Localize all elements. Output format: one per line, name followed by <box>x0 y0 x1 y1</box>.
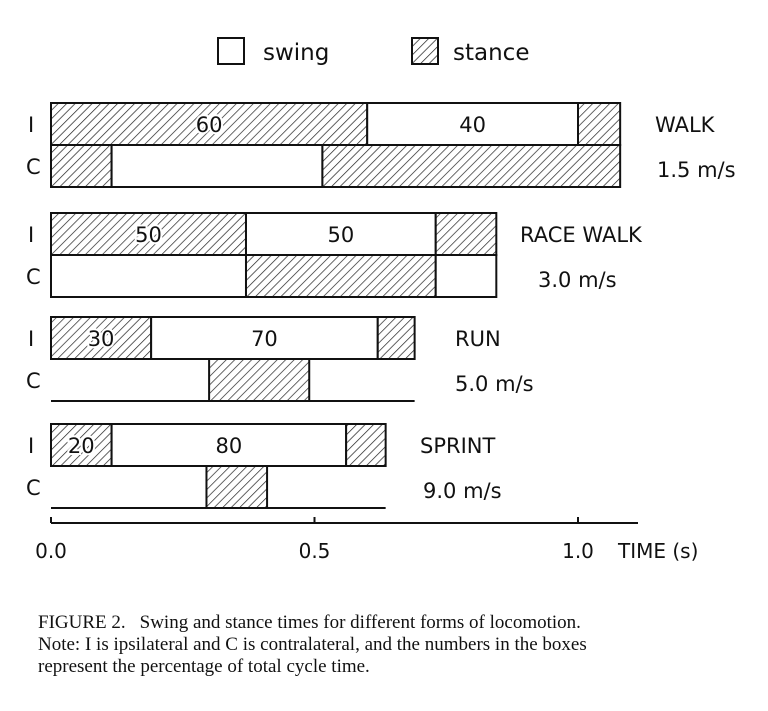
contralateral-swing-segment <box>51 255 246 297</box>
gait-name-label: RACE WALK <box>520 223 642 247</box>
percentage-label: 30 <box>87 327 115 351</box>
caption-heading: FIGURE 2. <box>38 612 126 633</box>
gait-speed-label: 9.0 m/s <box>423 479 502 503</box>
gait-row-run <box>26 317 534 401</box>
contralateral-swing-segment <box>112 145 323 187</box>
contralateral-stance-segment <box>51 145 112 187</box>
gait-speed-label: 5.0 m/s <box>455 372 534 396</box>
percentage-label: 50 <box>327 223 355 247</box>
contralateral-label: C <box>26 369 41 393</box>
ipsilateral-stance-segment <box>346 424 386 466</box>
gait-rows <box>26 103 736 508</box>
ipsilateral-stance-segment <box>578 103 620 145</box>
gait-speed-label: 3.0 m/s <box>538 268 617 292</box>
x-tick-label: 1.0 <box>562 539 594 563</box>
caption-line-3: represent the percentage of total cycle time. <box>38 656 370 677</box>
ipsilateral-stance-segment <box>378 317 415 359</box>
legend-swatch-swing <box>218 38 244 64</box>
gait-speed-label: 1.5 m/s <box>657 158 736 182</box>
figure-caption <box>38 612 750 678</box>
gait-row-race-walk <box>26 213 643 297</box>
contralateral-label: C <box>26 265 41 289</box>
gait-row-sprint <box>26 424 502 508</box>
ipsilateral-stance-segment <box>436 213 497 255</box>
contralateral-stance-segment <box>322 145 620 187</box>
gait-row-walk <box>26 103 736 187</box>
percentage-label: 20 <box>67 434 95 458</box>
caption-text-1: Swing and stance times for different forms of locomotion. <box>139 612 581 633</box>
percentage-label: 40 <box>459 113 486 137</box>
legend-label-stance: stance <box>453 40 530 66</box>
contralateral-label: C <box>26 155 41 179</box>
x-tick-label: 0.5 <box>298 539 331 563</box>
gait-name-label: WALK <box>655 113 715 137</box>
contralateral-label: C <box>26 476 41 500</box>
ipsilateral-label: I <box>28 327 35 351</box>
contralateral-stance-segment <box>209 359 309 401</box>
gait-name-label: SPRINT <box>420 434 496 458</box>
ipsilateral-label: I <box>28 434 35 458</box>
percentage-label: 50 <box>135 223 162 247</box>
ipsilateral-label: I <box>28 113 35 137</box>
gait-name-label: RUN <box>455 327 501 351</box>
time-axis <box>35 517 698 563</box>
contralateral-swing-segment <box>436 255 497 297</box>
percentage-label: 80 <box>215 434 243 458</box>
ipsilateral-label: I <box>28 223 35 247</box>
legend-swatch-stance <box>412 38 438 64</box>
legend-label-swing: swing <box>263 40 330 66</box>
contralateral-stance-segment <box>246 255 436 297</box>
caption-line-2: Note: I is ipsilateral and C is contralateral, and the numbers in the boxes <box>38 634 587 655</box>
x-axis-title: TIME (s) <box>618 539 699 563</box>
percentage-label: 70 <box>251 327 278 351</box>
caption-line-1 <box>38 612 750 634</box>
legend <box>218 38 529 66</box>
x-tick-label: 0.0 <box>35 539 67 563</box>
contralateral-stance-segment <box>206 466 267 508</box>
percentage-label: 60 <box>195 113 223 137</box>
